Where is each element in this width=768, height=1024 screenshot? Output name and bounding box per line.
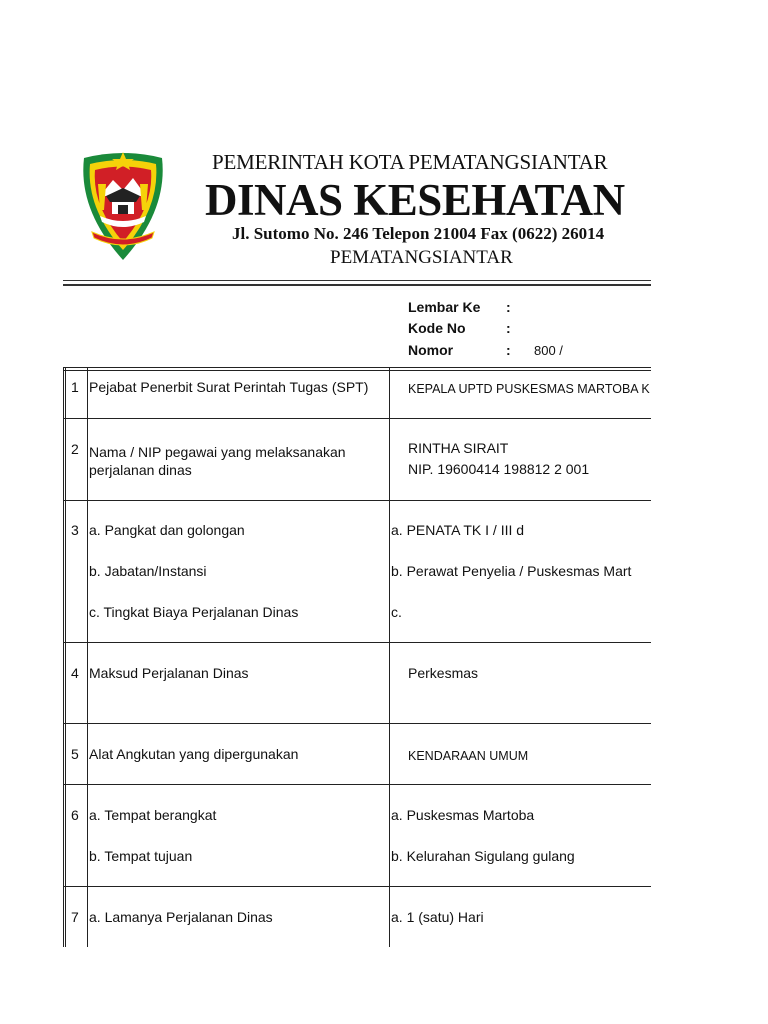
row-3a-label: a. Pangkat dan golongan — [89, 522, 245, 538]
row-6a-label: a. Tempat berangkat — [89, 807, 217, 823]
agency-city: PEMATANGSIANTAR — [330, 247, 513, 268]
row-6-number: 6 — [71, 807, 79, 823]
row-5-value: KENDARAAN UMUM — [408, 749, 529, 763]
row-7a-label: a. Lamanya Perjalanan Dinas — [89, 909, 273, 925]
agency-title: DINAS KESEHATAN — [205, 175, 625, 225]
row-2-value-name: RINTHA SIRAIT — [408, 440, 509, 456]
row-2-label-line1: Nama / NIP pegawai yang melaksanakan — [89, 444, 346, 460]
row-5-number: 5 — [71, 746, 79, 762]
row-6b-label: b. Tempat tujuan — [89, 848, 193, 864]
agency-address: Jl. Sutomo No. 246 Telepon 21004 Fax (0622) 26014 — [232, 224, 605, 243]
row-1-value: KEPALA UPTD PUSKESMAS MARTOBA K — [408, 382, 650, 396]
row-3b-value: b. Perawat Penyelia / Puskesmas Mart — [391, 563, 632, 579]
row-7a-value: a. 1 (satu) Hari — [391, 909, 484, 925]
row-2-label-line2: perjalanan dinas — [89, 462, 192, 478]
row-5-label: Alat Angkutan yang dipergunakan — [89, 746, 299, 762]
row-3c-value: c. — [391, 604, 402, 620]
government-name: PEMERINTAH KOTA PEMATANGSIANTAR — [212, 150, 608, 174]
row-1-label: Pejabat Penerbit Surat Perintah Tugas (SPT) — [89, 379, 369, 395]
row-3a-value: a. PENATA TK I / III d — [391, 522, 525, 538]
sheet-label: Lembar Ke — [408, 299, 481, 315]
row-3-number: 3 — [71, 522, 79, 538]
row-2-number: 2 — [71, 441, 79, 457]
row-1-number: 1 — [71, 379, 79, 395]
row-3c-label: c. Tingkat Biaya Perjalanan Dinas — [89, 604, 299, 620]
city-emblem-logo — [78, 150, 168, 262]
row-6b-value: b. Kelurahan Sigulang gulang — [391, 848, 575, 864]
row-4-value: Perkesmas — [408, 665, 479, 681]
number-value: 800 / — [534, 343, 563, 358]
number-colon: : — [506, 342, 511, 358]
row-4-label: Maksud Perjalanan Dinas — [89, 665, 249, 681]
row-3b-label: b. Jabatan/Instansi — [89, 563, 207, 579]
row-7-number: 7 — [71, 909, 79, 925]
header-divider-bottom — [63, 284, 651, 286]
row-6a-value: a. Puskesmas Martoba — [391, 807, 535, 823]
code-colon: : — [506, 320, 511, 336]
number-label: Nomor — [408, 342, 454, 358]
header-divider-top — [63, 280, 651, 281]
sheet-colon: : — [506, 299, 511, 315]
row-4-number: 4 — [71, 665, 79, 681]
code-label: Kode No — [408, 320, 466, 336]
row-2-value-nip: NIP. 19600414 198812 2 001 — [408, 461, 590, 477]
